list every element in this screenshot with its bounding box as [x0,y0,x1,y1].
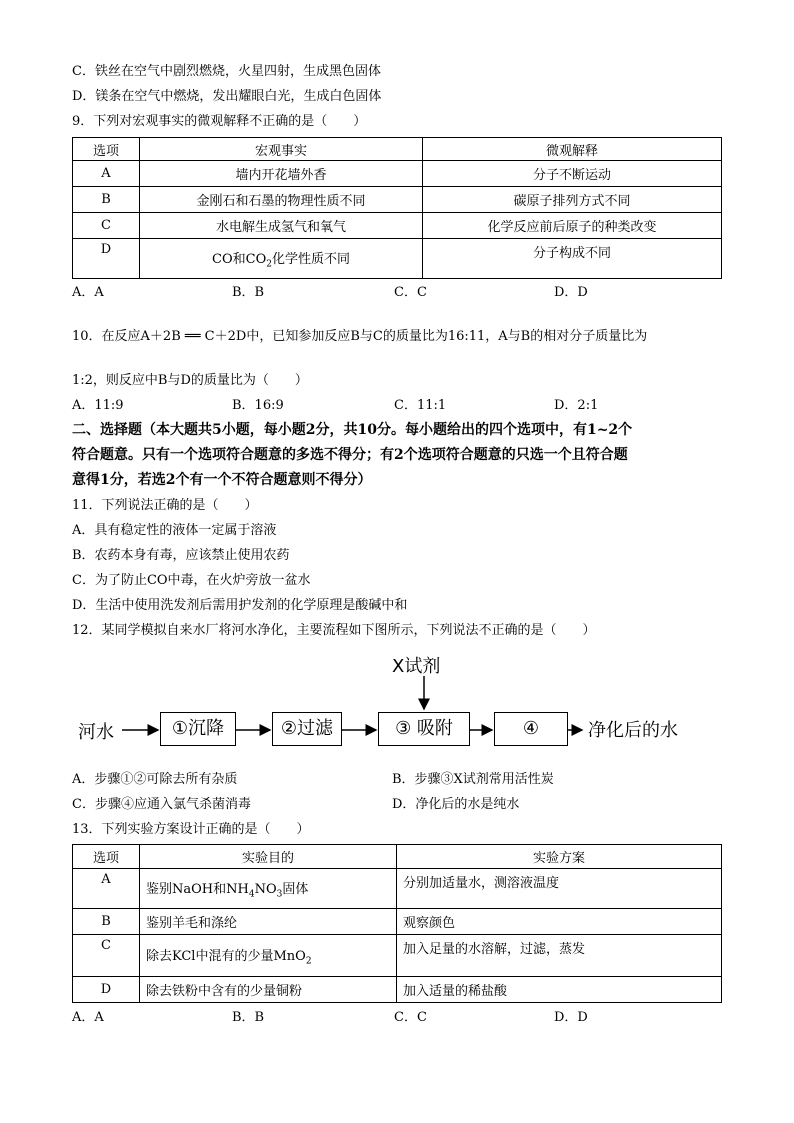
q9-row-d-option: D [73,239,140,279]
q9-header-fact: 宏观事实 [140,138,423,161]
q9-row-d-fact-pre: CO和CO [212,251,267,267]
q9-row-a-option: A [73,161,140,187]
q13-row-c-goal-pre: 除去KCl中混有的少量MnO [146,948,306,964]
table-row [73,187,722,213]
q9-answer-b: B．B [232,285,265,300]
table-row [73,869,722,909]
q13-answers [72,1009,732,1027]
q13-row-a-option: A [73,869,140,909]
q12-option-a: A．步骤①②可除去所有杂质 [72,772,238,787]
q9-stem: 9．下列对宏观事实的微观解释不正确的是（ ） [72,114,367,129]
q9-row-c-option: C [73,213,140,239]
q13-row-d-goal: 除去铁粉中含有的少量铜粉 [140,977,397,1003]
q13-table [72,844,722,1003]
q11-option-a: A．具有稳定性的液体一定属于溶液 [72,523,277,538]
q13-stem: 13．下列实验方案设计正确的是（ ） [72,822,310,837]
q13-row-d-option: D [73,977,140,1003]
q9-row-a-explain: 分子不断运动 [423,161,722,187]
q9-table-header [73,138,722,161]
q13-answer-a: A．A [72,1010,104,1025]
table-row [73,239,722,279]
table-row [73,935,722,977]
q13-row-c-goal-sub: 2 [305,956,312,967]
section2-heading-line3: 意得1分，若选2个有一个不符合题意则不得分） [72,472,372,488]
step1-sedimentation-box: ①沉降 [160,712,236,746]
x-reagent-label: X试剂 [392,656,441,677]
q9-row-c-fact: 水电解生成氢气和氧气 [140,213,423,239]
step2-filtration-box: ②过滤 [272,712,342,746]
river-water-label: 河水 [78,722,114,743]
q9-row-c-explain: 化学反应前后原子的种类改变 [423,213,722,239]
section2-heading-line1: 二、选择题（本大题共5小题，每小题2分，共10分。每小题给出的四个选项中，有1~2个 [72,422,633,438]
q12-stem: 12．某同学模拟自来水厂将河水净化，主要流程如下图所示，下列说法不正确的是（ ） [72,623,596,638]
q10-answer-b: B．16:9 [232,398,284,413]
water-purification-flowchart [72,648,712,760]
q11-option-c: C．为了防止CO中毒，在火炉旁放一盆水 [72,573,311,588]
q13-row-a-goal [140,869,397,909]
q13-row-c-plan: 加入足量的水溶解，过滤，蒸发 [397,935,722,977]
q13-answer-b: B．B [232,1010,265,1025]
q11-stem: 11．下列说法正确的是（ ） [72,498,258,513]
q11-option-d: D．生活中使用洗发剂后需用护发剂的化学原理是酸碱中和 [72,598,408,613]
table-row [73,213,722,239]
q10-answer-a: A．11:9 [72,398,124,413]
q12-option-c: C．步骤④应通入氯气杀菌消毒 [72,797,251,812]
q13-answer-c: C．C [394,1010,427,1025]
q13-row-a-goal-pre: 鉴别NaOH和NH [146,881,249,897]
q10-answer-d: D．2:1 [554,398,599,413]
q9-row-d-fact [140,239,423,279]
q9-row-b-fact: 金刚石和石墨的物理性质不同 [140,187,423,213]
q10-stem-line1: 10．在反应A＋2B ══ C＋2D中，已知参加反应B与C的质量比为16:11，A与B的相对分子质量比为 [72,329,648,344]
q8-option-d: D．镁条在空气中燃烧，发出耀眼白光，生成白色固体 [72,89,382,104]
q9-answer-c: C．C [394,285,427,300]
table-row [73,909,722,935]
q9-header-explain: 微观解释 [423,138,722,161]
q13-row-b-option: B [73,909,140,935]
step3-adsorption-box: ③ 吸附 [378,712,470,746]
q10-stem-line2: 1:2，则反应中B与D的质量比为（ ） [72,373,308,388]
section2-heading-line2: 符合题意。只有一个选项符合题意的多选不得分；有2个选项符合题意的只选一个且符合题 [72,447,628,463]
q9-answers [72,284,732,302]
q13-row-d-plan: 加入适量的稀盐酸 [397,977,722,1003]
q9-row-d-explain: 分子构成不同 [423,239,722,279]
q13-row-a-goal-sub2: 3 [276,889,283,900]
q12-option-b: B．步骤③X试剂常用活性炭 [392,772,554,787]
q13-row-a-plan: 分别加适量水，测溶液温度 [397,869,722,909]
q13-row-a-goal-post: NO [254,881,277,897]
q9-table [72,137,722,279]
q13-header-plan: 实验方案 [397,845,722,869]
q9-row-a-fact: 墙内开花墙外香 [140,161,423,187]
q9-row-d-fact-sub: 2 [266,259,272,270]
q9-row-b-option: B [73,187,140,213]
q13-row-c-option: C [73,935,140,977]
table-row [73,977,722,1003]
q13-header-option: 选项 [73,845,140,869]
q12-option-d: D．净化后的水是纯水 [392,797,520,812]
q13-row-b-goal: 鉴别羊毛和涤纶 [140,909,397,935]
q9-answer-d: D．D [554,285,588,300]
q10-answer-c: C．11:1 [394,398,447,413]
q13-table-header [73,845,722,869]
q13-row-b-plan: 观察颜色 [397,909,722,935]
q9-row-d-fact-post: 化学性质不同 [271,251,350,267]
q13-row-c-goal [140,935,397,977]
q9-header-option: 选项 [73,138,140,161]
q13-row-a-goal-sub: 4 [248,889,255,900]
q8-option-c: C．铁丝在空气中剧烈燃烧，火星四射，生成黑色固体 [72,64,381,79]
q10-answers [72,397,732,415]
table-row [73,161,722,187]
step4-box: ④ [494,712,568,746]
purified-water-label: 净化后的水 [588,720,678,741]
q11-option-b: B．农药本身有毒，应该禁止使用农药 [72,548,290,563]
q9-answer-a: A．A [72,285,104,300]
q13-answer-d: D．D [554,1010,588,1025]
q9-row-b-explain: 碳原子排列方式不同 [423,187,722,213]
q13-header-goal: 实验目的 [140,845,397,869]
q13-row-a-goal-end: 固体 [282,881,309,897]
